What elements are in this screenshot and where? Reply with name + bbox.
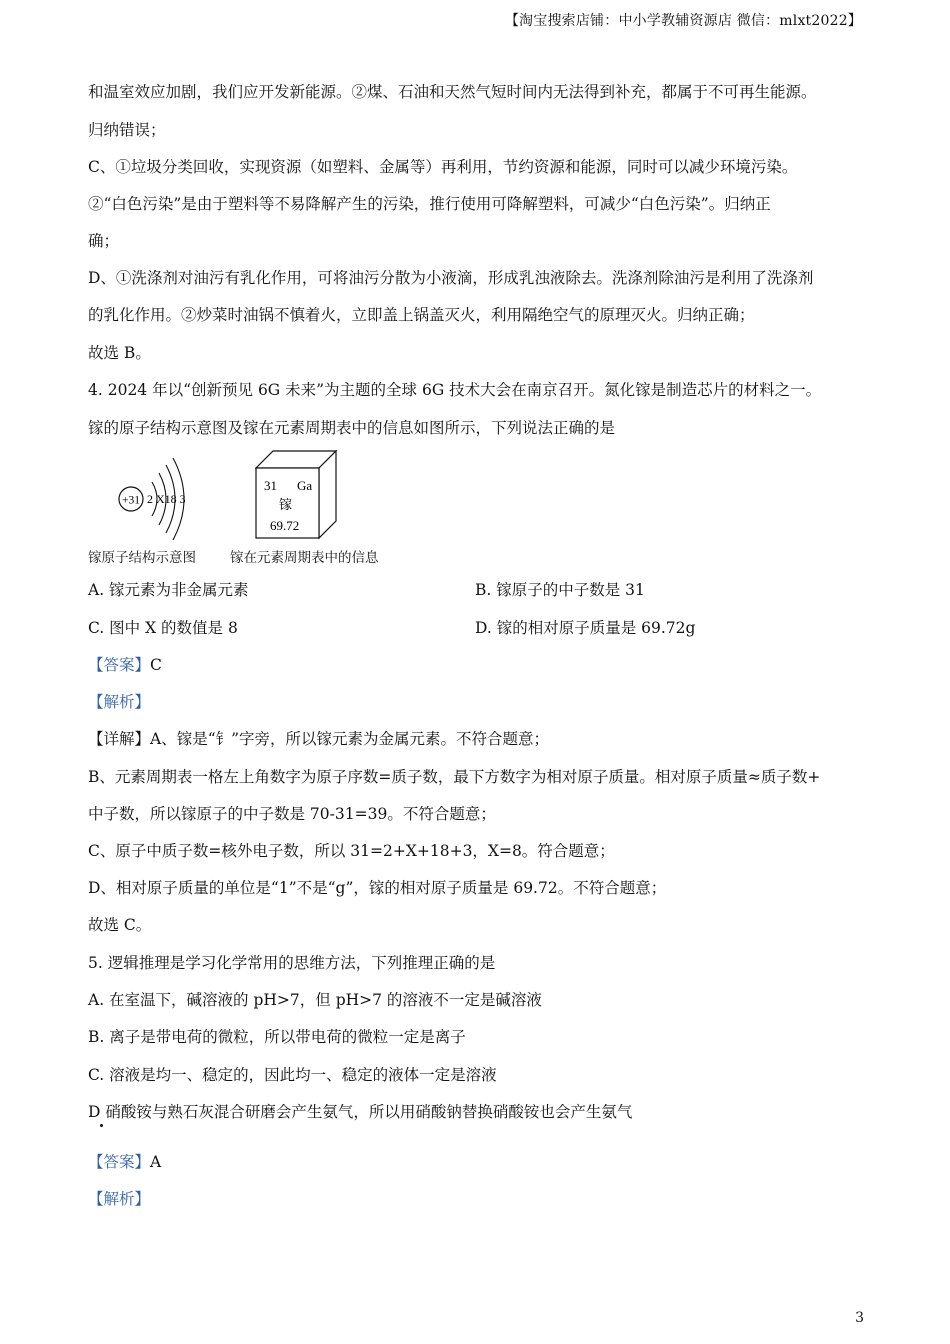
detail-text: A、镓是“钅”字旁，所以镓元素为金属元素。不符合题意；	[150, 730, 550, 748]
answer-value: A	[150, 1153, 162, 1171]
option-d: D. 镓的相对原子质量是 69.72g	[475, 619, 696, 637]
analysis-tag: 【解析】	[88, 693, 151, 711]
q5-option-b: B. 离子是带电荷的微粒，所以带电荷的微粒一定是离子	[88, 1028, 466, 1046]
text-line: 和温室效应加剧，我们应开发新能源。②煤、石油和天然气短时间内无法得到补充，都属于不可再生能源。	[88, 83, 817, 101]
answer-tag: 【答案】	[88, 1153, 151, 1171]
text-line: C、原子中质子数=核外电子数，所以 31=2+X+18+3，X=8。符合题意；	[88, 842, 615, 860]
page-number: 3	[855, 1310, 864, 1326]
header-watermark: 【淘宝搜索店铺：中小学教辅资源店 微信：mlxt2022】	[504, 13, 862, 29]
text-line: D、①洗涤剂对油污有乳化作用，可将油污分散为小液滴，形成乳浊液除去。洗涤剂除油污是利用了洗涤剂	[88, 269, 814, 287]
analysis-tag: 【解析】	[88, 1190, 151, 1208]
text-line: 中子数，所以镓原子的中子数是 70-31=39。不符合题意；	[88, 805, 496, 823]
figure-caption-left: 镓原子结构示意图	[88, 550, 196, 566]
text-line: 的乳化作用。②炒菜时油锅不慎着火，立即盖上锅盖灭火，利用隔绝空气的原理灭火。归纳正确；	[88, 306, 755, 324]
figure-caption-right: 镓在元素周期表中的信息	[230, 550, 379, 566]
shell-electrons: 2 X18 3	[147, 492, 186, 506]
answer-tag: 【答案】	[88, 656, 151, 674]
q5-analysis-line	[88, 1189, 150, 1209]
dot-mark	[100, 1124, 103, 1127]
q5-option-c: C. 溶液是均一、稳定的，因此均一、稳定的液体一定是溶液	[88, 1066, 497, 1084]
atom-structure-diagram	[110, 456, 200, 541]
text-line: ②“白色污染”是由于塑料等不易降解产生的污染，推行使用可降解塑料，可减少“白色污染”。归纳正	[88, 195, 771, 213]
text-line: C、①垃圾分类回收，实现资源（如塑料、金属等）再利用，节约资源和能源，同时可以减少环境污染。	[88, 158, 798, 176]
element-name: 镓	[279, 498, 293, 513]
question-5-stem: 5. 逻辑推理是学习化学常用的思维方法，下列推理正确的是	[88, 954, 496, 972]
atomic-number: 31	[264, 478, 277, 493]
detail-line	[88, 729, 549, 749]
q5-option-a: A. 在室温下，碱溶液的 pH>7，但 pH>7 的溶液不一定是碱溶液	[88, 991, 542, 1009]
text-line: D、相对原子质量的单位是“1”不是“g”，镓的相对原子质量是 69.72。不符合题意；	[88, 879, 667, 897]
option-a: A. 镓元素为非金属元素	[88, 581, 249, 599]
option-c: C. 图中 X 的数值是 8	[88, 619, 238, 637]
detail-tag: 【详解】	[88, 730, 151, 748]
text-line: 故选 C。	[88, 916, 152, 934]
answer-value: C	[150, 656, 162, 674]
analysis-line	[88, 692, 150, 712]
option-b: B. 镓原子的中子数是 31	[475, 581, 645, 599]
text-line: 故选 B。	[88, 344, 151, 362]
q5-option-d: D 硝酸铵与熟石灰混合研磨会产生氨气，所以用硝酸钠替换硝酸铵也会产生氨气	[88, 1103, 633, 1121]
question-4-stem: 4. 2024 年以“创新预见 6G 未来”为主题的全球 6G 技术大会在南京召开。氮化镓是制造芯片的材料之一。	[88, 381, 822, 399]
text-line: 归纳错误；	[88, 121, 166, 139]
text-line: 确；	[88, 232, 120, 250]
text-line: B、元素周期表一格左上角数字为原子序数=质子数，最下方数字为相对原子质量。相对原子质量≈质子数+	[88, 768, 821, 786]
atomic-mass: 69.72	[270, 518, 300, 533]
periodic-cell	[255, 450, 343, 540]
q5-answer-line	[88, 1152, 161, 1172]
answer-line	[88, 655, 162, 675]
element-symbol: Ga	[297, 478, 313, 493]
question-4-stem-cont: 镓的原子结构示意图及镓在元素周期表中的信息如图所示，下列说法正确的是	[88, 419, 616, 437]
nucleus-charge: +31	[122, 494, 140, 507]
